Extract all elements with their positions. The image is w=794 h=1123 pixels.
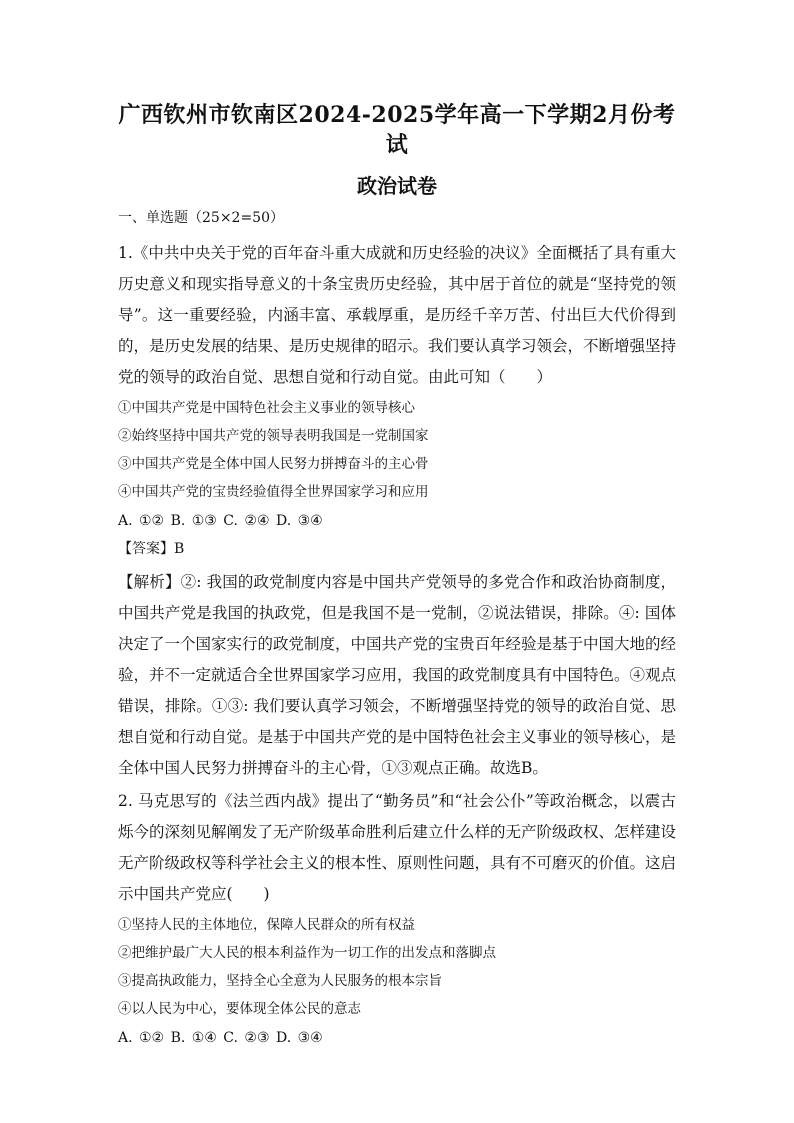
question-2-choices: A. ①② B. ①④ C. ②③ D. ③④ <box>118 1030 323 1046</box>
question-1-option-2: ②始终坚持中国共产党的领导表明我国是一党制国家 <box>118 428 429 444</box>
question-2 <box>118 786 676 1048</box>
question-2-stem: 2. 马克思写的《法兰西内战》提出了“勤务员”和“社会公仆”等政治概念，以震古烁今的深刻见解阐发了无产阶级革命胜利后建立什么样的无产阶级政权、怎样建设无产阶级政权等科学社会主义的根本性、原则性问题，具有不可磨灭的价值。这启示中国共产党应( ) <box>118 792 677 903</box>
question-2-option-1: ①坚持人民的主体地位，保障人民群众的所有权益 <box>118 917 415 933</box>
question-1-option-3: ③中国共产党是全体中国人民努力拼搏奋斗的主心骨 <box>118 456 429 472</box>
section-heading: 一、单选题（25×2=50） <box>118 210 284 226</box>
question-1-analysis: 【解析】②: 我国的政党制度内容是中国共产党领导的多党合作和政治协商制度，中国共产党是我国的执政党，但是我国不是一党制，②说法错误，排除。④: 国体决定了一个国家实行的政党制度，中国共产党的宝贵百年经验是基于中国大地的经验，并不一定就适合全世界国家学习应用，我国的政党制度具有中国特色。④观点错误，排除。①③: 我们要认真学习领会，不断增强坚持党的领导的政治自觉、思想自觉和行动自觉。是基于中国共产党的是中国特色社会主义事业的领导核心，是全体中国人民努力拼搏奋斗的主心骨，①③观点正确。故选B。 <box>118 573 677 777</box>
exam-subtitle: 政治试卷 <box>357 174 437 198</box>
question-1-choices: A. ①② B. ①③ C. ②④ D. ③④ <box>118 513 323 529</box>
question-2-option-4: ④以人民为中心，要体现全体公民的意志 <box>118 1001 361 1017</box>
question-1-option-1: ①中国共产党是中国特色社会主义事业的领导核心 <box>118 400 415 416</box>
question-1-stem: 1.《中共中央关于党的百年奋斗重大成就和历史经验的决议》全面概括了具有重大历史意义和现实指导意义的十条宝贵历史经验，其中居于首位的就是“坚持党的领导”。这一重要经验，内涵丰富、承载厚重，是历经千辛万苦、付出巨大代价得到的，是历史发展的结果、是历史规律的昭示。我们要认真学习领会，不断增强坚持党的领导的政治自觉、思想自觉和行动自觉。由此可知（ ） <box>118 244 677 386</box>
question-1-answer: 【答案】B <box>118 541 185 557</box>
question-2-option-2: ②把维护最广大人民的根本利益作为一切工作的出发点和落脚点 <box>118 945 496 961</box>
question-1 <box>118 238 676 784</box>
exam-title: 广西钦州市钦南区2024-2025学年高一下学期2月份考试 <box>118 102 676 158</box>
question-1-option-4: ④中国共产党的宝贵经验值得全世界国家学习和应用 <box>118 484 429 500</box>
question-2-option-3: ③提高执政能力，坚持全心全意为人民服务的根本宗旨 <box>118 973 442 989</box>
